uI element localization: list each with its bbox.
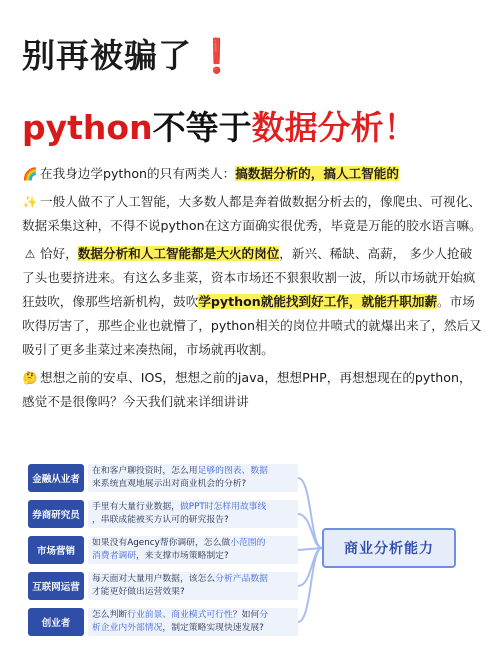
- exclamation-icon: ❗: [196, 36, 239, 75]
- headline-data-analysis: 数据分析: [251, 108, 384, 147]
- role-label: 券商研究员: [28, 500, 84, 528]
- role-description: 在和客户聊投资时，怎么用足够的图表、数据 来系统直观地展示出对商业机会的分析?: [88, 464, 298, 492]
- paragraph-2-text: 一般人做不了人工智能，大多数人都是奔着做数据分析去的，像爬虫、可视化、数据采集这种，不得不说python在这方面确实很优秀，毕竟是万能的胶水语言嘛。: [22, 194, 482, 233]
- headline-primary: [22, 30, 238, 77]
- paragraph-3-highlight-b: 学python就能找到好工作，就能升职加薪: [198, 294, 438, 309]
- paragraph-3: [22, 242, 482, 362]
- diagram-row-broker: [26, 497, 474, 531]
- paragraph-4: [22, 366, 482, 414]
- diagram-row-founder: [26, 605, 474, 639]
- thinking-face-icon: 🤔: [22, 371, 38, 385]
- role-label: 互联网运营: [28, 572, 84, 600]
- sparkle-icon: ✨: [22, 195, 38, 209]
- headline-not-equal: 不等于: [152, 108, 252, 147]
- business-analysis-ability-box: 商业分析能力: [322, 528, 456, 568]
- business-analysis-diagram: [26, 458, 474, 648]
- role-description: 每天面对大量用户数据，该怎么分析产品数据 才能更好做出运营效果?: [88, 572, 298, 600]
- warning-icon: ⚠: [24, 247, 36, 261]
- role-description: 如果没有Agency帮你调研，怎么做小范围的 消费者调研，来支撑市场策略制定?: [88, 536, 298, 564]
- paragraph-3-text-b: ，新兴、稀缺、高薪， 多少人抢破了头也要挤进来。有这么多韭菜，资本市场还不狠狠收割一波，所以市场就开始疯狂鼓吹，像那些培新机构，鼓吹: [22, 246, 476, 309]
- role-label: 创业者: [28, 608, 84, 636]
- diagram-row-operations: [26, 569, 474, 603]
- paragraph-3-text-a: 恰好，: [40, 246, 78, 261]
- role-label: 市场营销: [28, 536, 84, 564]
- exclamation-mark: ！: [383, 108, 417, 147]
- article-body: [22, 162, 482, 418]
- paragraph-3-highlight-a: 数据分析和人工智能都是大火的岗位: [77, 246, 280, 261]
- paragraph-1: [22, 162, 482, 186]
- role-label: 金融从业者: [28, 464, 84, 492]
- paragraph-1-text: 在我身边学python的只有两类人：: [40, 166, 236, 181]
- rainbow-icon: 🌈: [22, 167, 38, 181]
- diagram-row-finance: [26, 461, 474, 495]
- paragraph-2: [22, 190, 482, 238]
- role-description: 手里有大量行业数据，做PPT时怎样用故事线 ，串联成能被买方认可的研究报告?: [88, 500, 298, 528]
- headline-python: python: [22, 108, 153, 147]
- headline-secondary: [22, 102, 417, 149]
- paragraph-3-text-c: 。市场吹得厉害了，那些企业也就懵了，python相关的岗位井喷式的就爆出来了，然后又吸引了更多韭菜过来凑热闹，市场就再收割。: [22, 294, 482, 357]
- role-description: 怎么判断行业前景、商业模式可行性？如何分 析企业内外部情况，制定策略实现快速发展?: [88, 608, 298, 636]
- headline-primary-text: 别再被骗了: [22, 36, 192, 75]
- paragraph-4-text: 想想之前的安卓、IOS，想想之前的java，想想PHP，再想想现在的python，感觉不是很像吗？今天我们就来详细讲讲: [22, 370, 472, 409]
- paragraph-1-highlight: 搞数据分析的，搞人工智能的: [235, 166, 399, 181]
